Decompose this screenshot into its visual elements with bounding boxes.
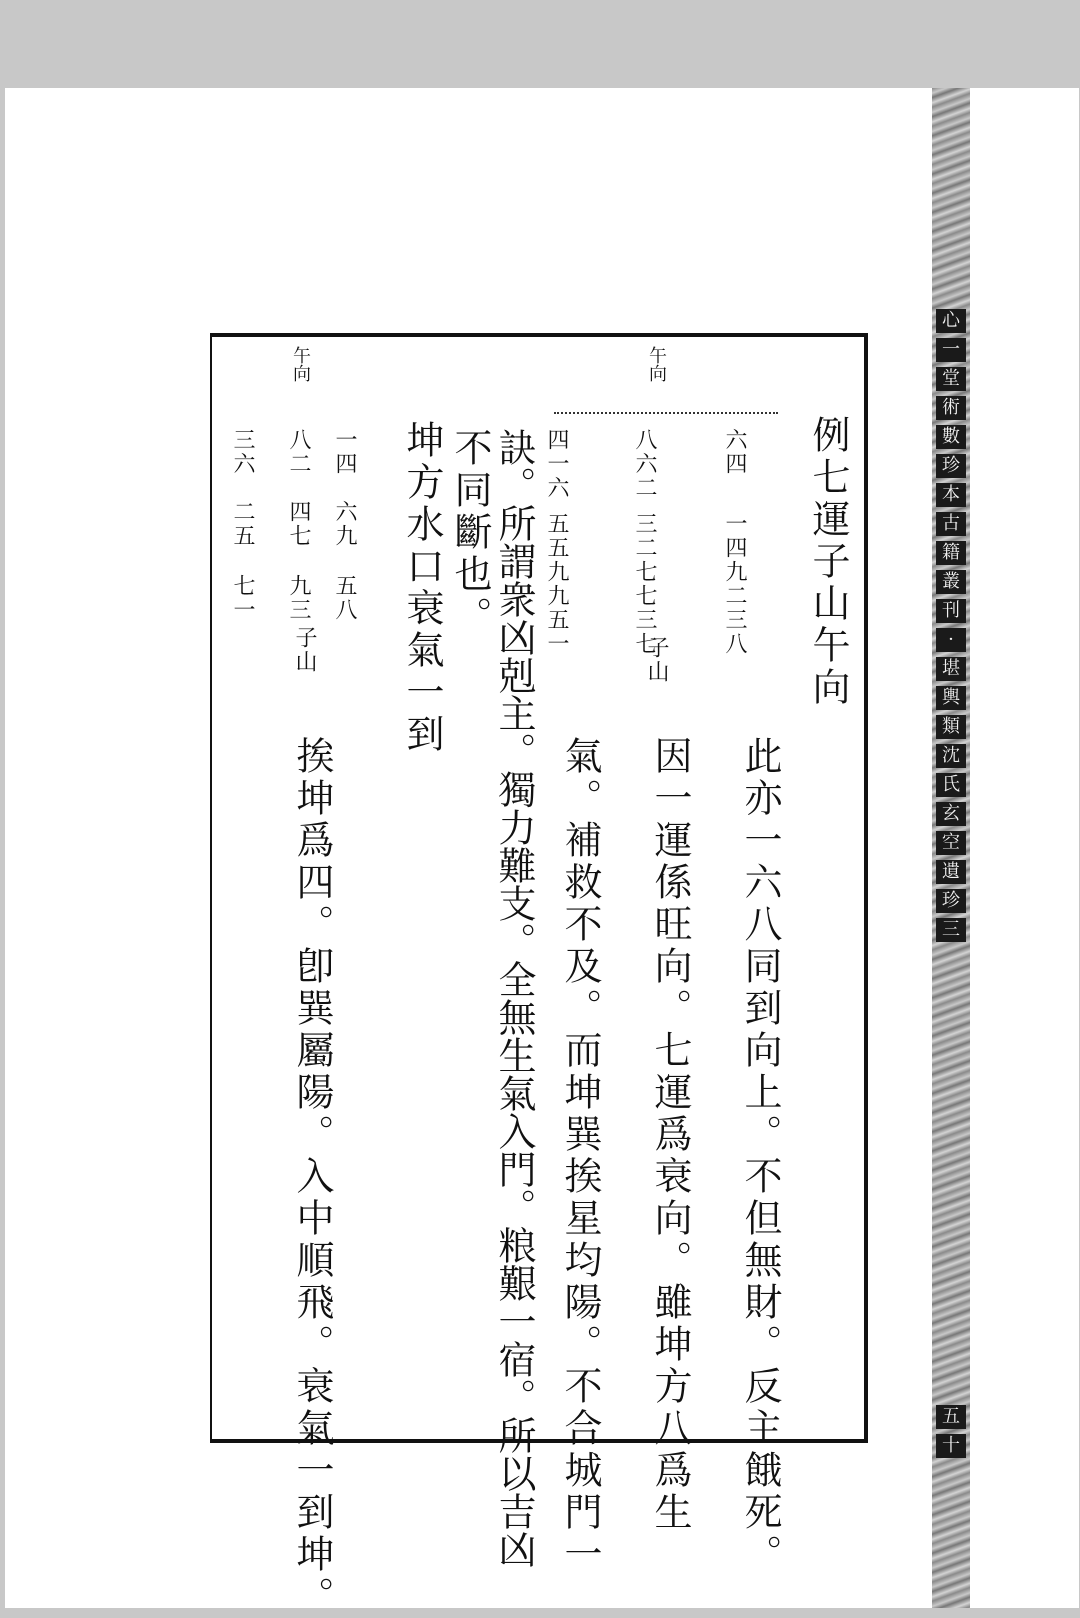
chart1-cell: 四一六 (544, 428, 569, 500)
series-char: 空 (936, 831, 966, 855)
chart2-cell: 三六 (230, 428, 255, 476)
series-char: 堂 (936, 367, 966, 391)
chart2-cell: 五八 (332, 574, 357, 622)
dotted-separator (554, 412, 778, 414)
chart2-cell: 一四 (332, 428, 357, 476)
series-char: 珍 (936, 454, 966, 478)
chart2-comment: 挨坤爲四。卽巽屬陽。入中順飛。衰氣一到坤。 (290, 736, 334, 1618)
chart2-cell: 九三 (286, 574, 311, 622)
series-char: 本 (936, 483, 966, 507)
series-char: 術 (936, 396, 966, 420)
example-heading: 例七運子山午向 (806, 415, 850, 709)
series-char: 珍 (936, 889, 966, 913)
paragraph-line: 訣。所謂衆凶剋主。獨力難支。全無生氣入門。粮艱一宿。所以吉凶 (492, 428, 536, 1568)
page-number (935, 1404, 967, 1462)
series-char: 刊 (936, 599, 966, 623)
series-char: 玄 (936, 802, 966, 826)
series-char: 數 (936, 425, 966, 449)
page-number-char: 十 (936, 1434, 966, 1458)
paragraph-line: 不同斷也。 (448, 428, 492, 638)
series-char: 氏 (936, 773, 966, 797)
chart2-cell: 四七 (286, 500, 311, 548)
series-char: 古 (936, 512, 966, 536)
chart1-cell: 八六二 (632, 428, 657, 500)
series-char: 類 (936, 715, 966, 739)
series-char: 遺 (936, 860, 966, 884)
subheading: 坤方水口衰氣一到 (400, 420, 444, 756)
chart2-cell: 二五 (230, 500, 255, 548)
chart1-cell: 六四 (722, 428, 747, 476)
chart1-cell: 五五九 (544, 512, 569, 584)
chart1-cell: 九五一 (544, 584, 569, 656)
chart1-cell: 二三八 (722, 584, 747, 656)
chart1-mountain-label: 子山 (644, 636, 669, 684)
series-char: · (936, 628, 966, 652)
chart1-cell: 七三七 (632, 584, 657, 656)
chart2-mountain-label: 子山 (292, 626, 317, 674)
series-char: 堪 (936, 657, 966, 681)
chart2-cell: 八二 (286, 428, 311, 476)
chart1-comment-line: 氣。補救不及。而坤巽挨星均陽。不合城門一 (558, 736, 602, 1576)
series-char: 籍 (936, 541, 966, 565)
chart1-comment-line: 因一運係旺向。七運爲衰向。雖坤方八爲生 (648, 736, 692, 1534)
page-number-char: 五 (936, 1405, 966, 1429)
series-char: 輿 (936, 686, 966, 710)
series-char: 沈 (936, 744, 966, 768)
chart1-facing-label: 午向 (646, 346, 667, 382)
series-char: 一 (936, 338, 966, 362)
chart2-cell: 六九 (332, 500, 357, 548)
series-title (935, 308, 967, 946)
series-char: 三 (936, 918, 966, 942)
chart1-cell: 三二七 (632, 512, 657, 584)
series-char: 心 (936, 309, 966, 333)
chart1-comment-line: 此亦一六八同到向上。不但無財。反主餓死。 (738, 736, 782, 1576)
chart2-facing-label: 午向 (290, 346, 311, 382)
series-char: 叢 (936, 570, 966, 594)
chart2-cell: 七一 (230, 574, 255, 622)
chart1-cell: 一四九 (722, 512, 747, 584)
